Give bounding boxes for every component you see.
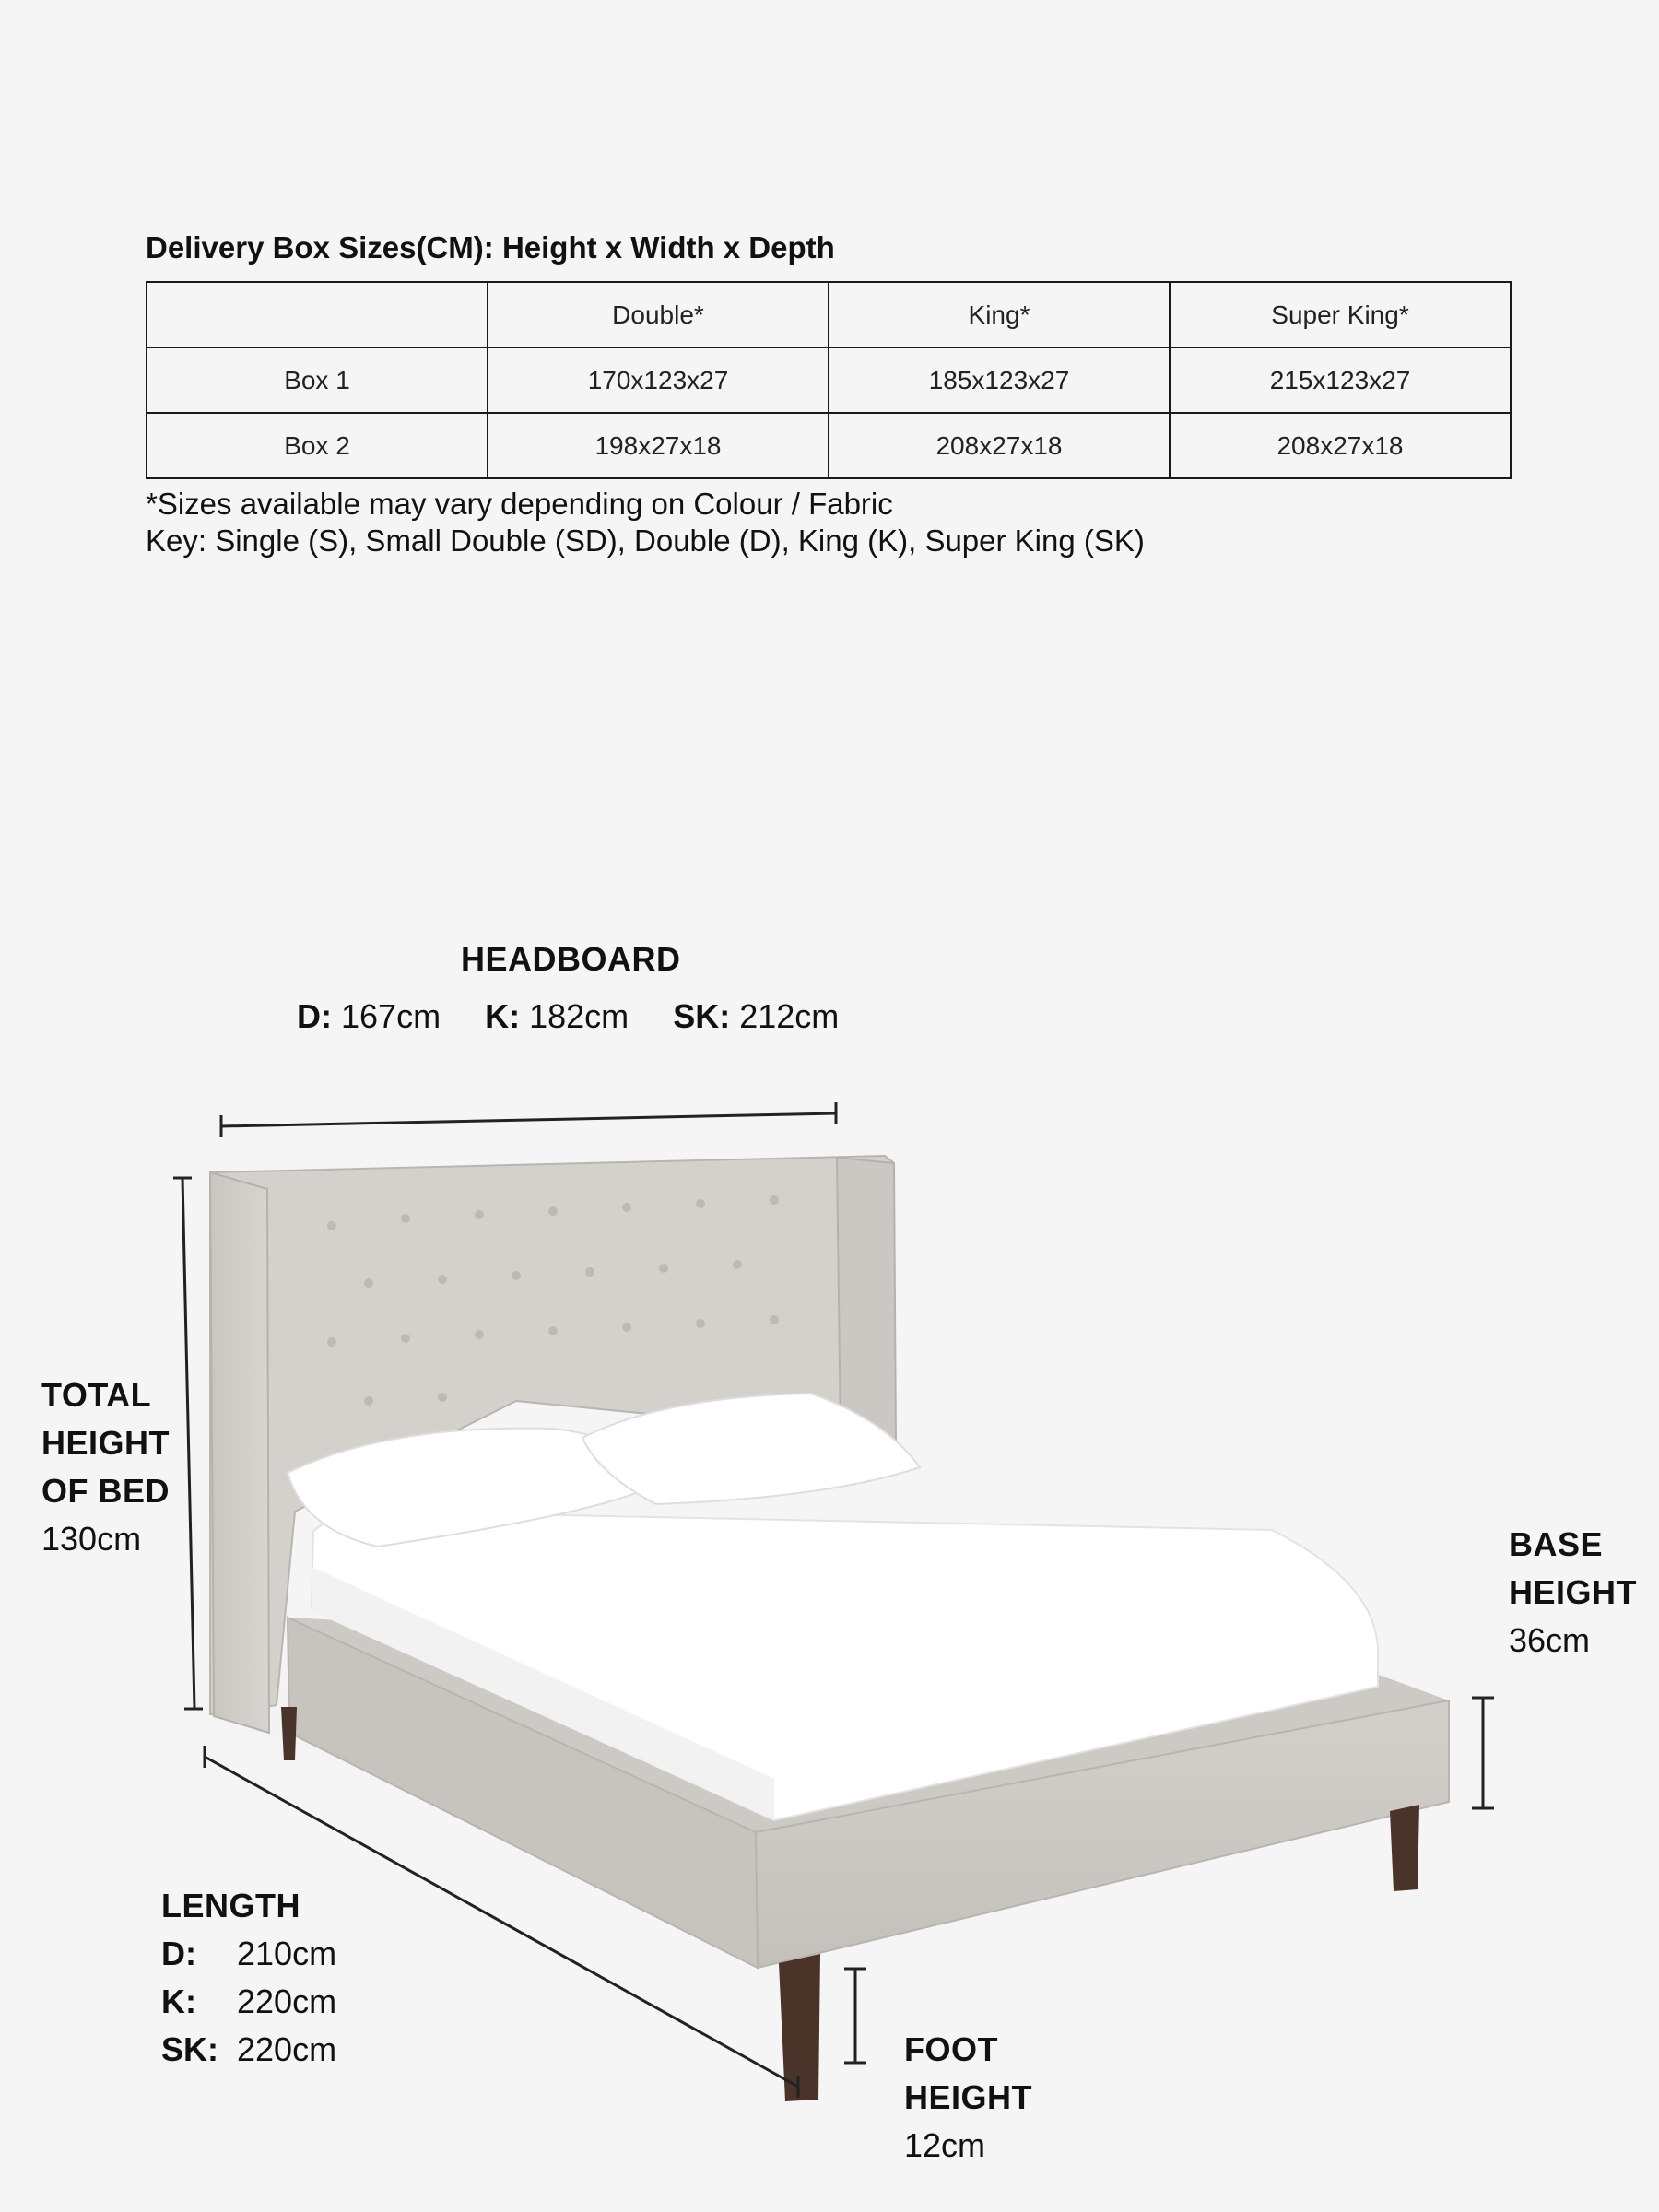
table-header-row: [147, 282, 1511, 347]
foot-height-line2: HEIGHT: [904, 2078, 1033, 2116]
table-cell: 170x123x27: [488, 347, 829, 413]
base-height-label: [1509, 1521, 1637, 1665]
table-header-cell: [147, 282, 488, 347]
headboard-d-value: 167cm: [341, 997, 441, 1035]
table-row: [147, 347, 1511, 413]
length-row: [161, 2026, 336, 2074]
total-height-label: [41, 1371, 170, 1563]
table-cell: 185x123x27: [829, 347, 1170, 413]
base-height-line2: HEIGHT: [1509, 1573, 1638, 1611]
box-sizes-table: [146, 281, 1512, 479]
leg-front-right: [1390, 1805, 1419, 1891]
foot-height-value: 12cm: [904, 2126, 986, 2164]
length-row-value: 210cm: [237, 1935, 337, 1972]
headboard-right-wing: [837, 1158, 896, 1447]
foot-height-line1: FOOT: [904, 2030, 998, 2068]
table-header-cell: Double*: [488, 282, 829, 347]
total-height-line3: OF BED: [41, 1472, 171, 1510]
base-height-line1: BASE: [1509, 1525, 1604, 1563]
length-row-label: K:: [161, 1983, 196, 2020]
box-sizes-title: Delivery Box Sizes(CM): Height x Width x Depth: [146, 230, 835, 265]
length-label: [161, 1882, 336, 2074]
headboard-k-value: 182cm: [529, 997, 629, 1035]
headboard-k-label: K:: [485, 997, 521, 1035]
base-height-value: 36cm: [1509, 1621, 1591, 1659]
length-row-value: 220cm: [237, 2030, 337, 2068]
headboard-sk-value: 212cm: [739, 997, 840, 1035]
table-cell: 215x123x27: [1170, 347, 1511, 413]
total-height-line1: TOTAL: [41, 1376, 152, 1414]
headboard-widths: [297, 997, 839, 1036]
length-row-label: D:: [161, 1935, 196, 1972]
table-cell: Box 2: [147, 413, 488, 478]
size-key: Key: Single (S), Small Double (SD), Double (D), King (K), Super King (SK): [146, 524, 1145, 558]
length-row-label: SK:: [161, 2030, 218, 2068]
headboard-d-label: D:: [297, 997, 332, 1035]
length-row: [161, 1978, 336, 2026]
table-cell: 198x27x18: [488, 413, 829, 478]
table-cell: Box 1: [147, 347, 488, 413]
table-cell: 208x27x18: [1170, 413, 1511, 478]
headboard-title: HEADBOARD: [461, 940, 681, 978]
headboard-sk-label: SK:: [673, 997, 731, 1035]
table-header-cell: King*: [829, 282, 1170, 347]
total-height-line2: HEIGHT: [41, 1424, 171, 1462]
total-height-value: 130cm: [41, 1520, 142, 1558]
table-cell: 208x27x18: [829, 413, 1170, 478]
table-header-cell: Super King*: [1170, 282, 1511, 347]
table-row: [147, 413, 1511, 478]
length-title: LENGTH: [161, 1887, 300, 1924]
headboard-left-wing: [210, 1172, 269, 1733]
foot-height-label: [904, 2026, 1032, 2170]
length-row-value: 220cm: [237, 1983, 337, 2020]
sizes-note: *Sizes available may vary depending on Colour / Fabric: [146, 487, 893, 521]
length-row: [161, 1930, 336, 1978]
